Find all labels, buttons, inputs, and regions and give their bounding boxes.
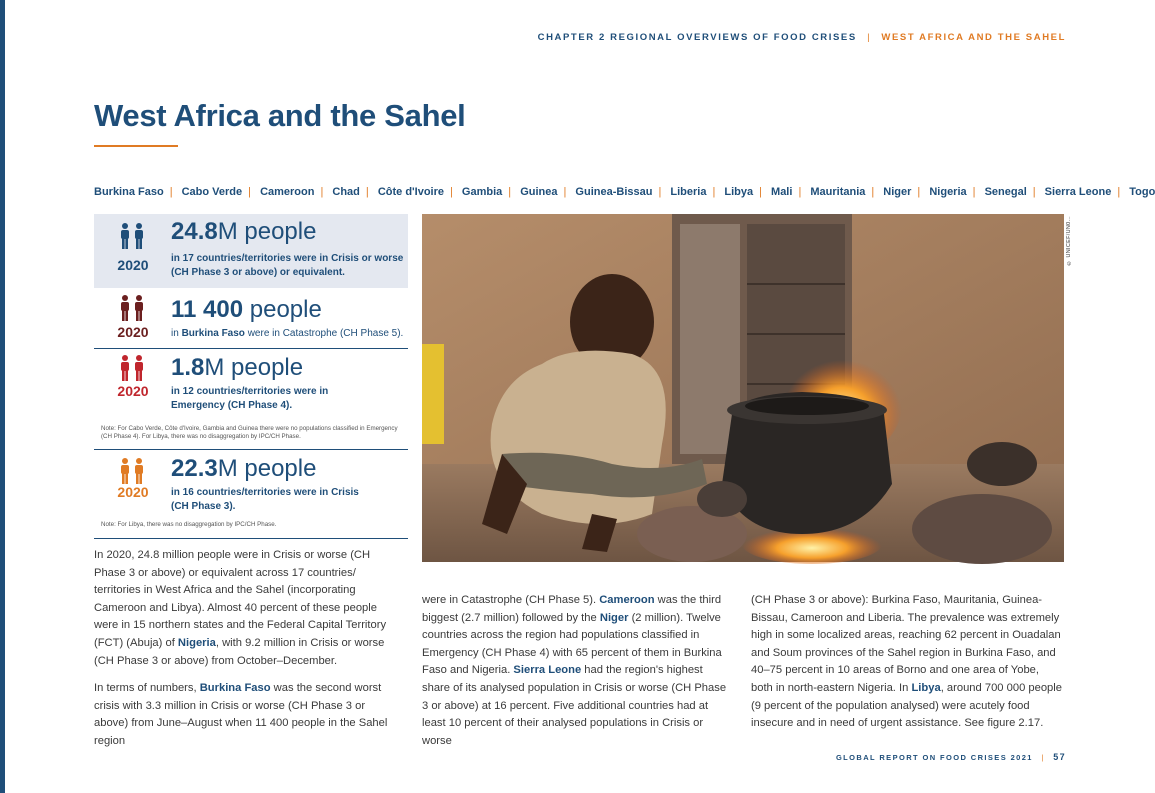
people-icon [116, 354, 148, 382]
country-item[interactable]: Guinea [520, 186, 558, 198]
paragraph: In terms of numbers, Burkina Faso was the second worst crisis with 3.3 million in Crisis or worse (CH Phase 3 or above) from June–August when 11 400 people in the Sahel region [94, 682, 388, 747]
country-link[interactable]: Sierra Leone [513, 664, 582, 677]
photo-child-cooking [422, 214, 1064, 562]
footer-separator: | [1041, 753, 1045, 762]
stat-value [171, 354, 303, 382]
stat-year: 2020 [117, 383, 149, 399]
country-item[interactable]: Côte d'Ivoire [377, 186, 444, 198]
divider [94, 449, 408, 450]
stat-unit: M people [217, 455, 317, 482]
country-item[interactable]: Libya [724, 186, 754, 198]
country-item[interactable]: Chad [332, 186, 360, 198]
stat-year: 2020 [117, 484, 149, 500]
country-item[interactable]: Nigeria [929, 186, 967, 198]
country-link[interactable]: Nigeria [177, 636, 216, 649]
country-item[interactable]: Mauritania [810, 186, 866, 198]
country-item[interactable]: Togo [1129, 186, 1155, 198]
stat-emergency [94, 350, 408, 424]
country-link[interactable]: Cameroon [599, 594, 655, 606]
region-label: WEST AFRICA AND THE SAHEL [881, 32, 1066, 43]
stat-description: in 12 countries/territories were in Emergency (CH Phase 4). [171, 386, 329, 411]
country-link[interactable]: Libya [911, 681, 941, 694]
paragraph: were in Catastrophe (CH Phase 5). Cameroon was the third biggest (2.7 million) followed by the Niger (2 million). Twelve countries across the region had populations classified in Emergency (CH Phase 4) with 65 percent of them in Burkina Faso and Nigeria. Sierra Leone had the region's highest share of its analysed population in Crisis or worse (CH Phase 3 or above) at 16 percent. Five additional countries had at least 10 percent of their analysed populations in Crisis or worse [422, 594, 727, 747]
stat-crisis [94, 451, 408, 517]
country-link[interactable]: Niger [599, 611, 629, 624]
country-item[interactable]: Senegal [984, 186, 1027, 198]
page-number: 57 [1053, 752, 1066, 762]
page-edge-bar [0, 0, 5, 793]
stat-description: in 17 countries/territories were in Crisis or worse (CH Phase 3 or above) or equivalent. [171, 253, 404, 278]
country-item[interactable]: Mali [771, 186, 793, 198]
paragraph: In 2020, 24.8 million people were in Crisis or worse (CH Phase 3 or above) or equivalent across 17 countries/ territories in West Africa and the Sahel (incorporating Cameroon and Libya). Almost 40 percent of these people were in 15 northern states and the Federal Capital Territory (FCT) (Abuja) of Nigeria, with 9.2 million in Crisis or worse (CH Phase 3 or above) from October–December. [94, 549, 387, 667]
stat-unit: people [243, 296, 322, 323]
note-crisis: Note: For Libya, there was no disaggregation by IPC/CH Phase. [101, 521, 277, 528]
people-icon [116, 294, 148, 322]
header-separator: | [867, 32, 872, 43]
stat-crisis-or-worse [94, 214, 408, 288]
stat-number: 11 400 [171, 296, 244, 323]
note-emergency: Note: For Cabo Verde, Côte d'Ivoire, Gambia and Guinea there were no populations classified in Emergency (CH Phase 4). For Libya, there was no disaggregation by IPC/CH Phase. [101, 425, 398, 440]
photo-illustration [422, 214, 1064, 562]
country-item[interactable]: Guinea-Bissau [575, 186, 653, 198]
running-header [538, 32, 1066, 43]
stat-description: in 16 countries/territories were in Crisis (CH Phase 3). [171, 487, 359, 512]
stat-number: 1.8 [171, 354, 205, 381]
report-name: GLOBAL REPORT ON FOOD CRISES 2021 [835, 753, 1033, 762]
divider [94, 348, 408, 349]
country-item[interactable]: Cameroon [260, 186, 315, 198]
page-title: West Africa and the Sahel [94, 98, 466, 133]
country-item[interactable]: Burkina Faso [94, 186, 164, 198]
body-column-2 [422, 592, 732, 760]
stat-value [171, 218, 316, 246]
divider [94, 538, 408, 539]
country-item[interactable]: Cabo Verde [181, 186, 243, 198]
stat-number: 22.3 [171, 455, 218, 482]
title-underline [94, 145, 178, 147]
country-item[interactable]: Liberia [670, 186, 707, 198]
page-footer [836, 752, 1066, 762]
section-label: REGIONAL OVERVIEWS OF FOOD CRISES [610, 32, 857, 43]
country-link[interactable]: Burkina Faso [199, 682, 271, 695]
stat-year: 2020 [117, 257, 149, 273]
stat-value [171, 296, 322, 324]
people-icon [116, 457, 148, 485]
stat-unit: M people [204, 354, 304, 381]
paragraph: (CH Phase 3 or above): Burkina Faso, Mauritania, Guinea-Bissau, Cameroon and Liberia. The prevalence was extremely high in some localized areas, reaching 62 percent in Ouadalan and Soum provinces of the Sahel region in Burkina Faso, and 40–75 percent in 10 areas of Borno and one area of Yobe, both in north-eastern Nigeria. In Libya, around 700 000 people (9 percent of the population analysed) were acutely food insecure and in need of urgent assistance. See figure 2.17. [751, 594, 1062, 730]
body-column-3 [751, 592, 1063, 743]
people-icon [116, 222, 148, 250]
body-column-1 [94, 547, 394, 761]
stat-number: 24.8 [171, 218, 218, 245]
photo-credit: © UNICEF/UN0... [1066, 216, 1072, 266]
country-item[interactable]: Sierra Leone [1044, 186, 1112, 198]
stat-catastrophe [94, 290, 408, 348]
stat-description: in Burkina Faso were in Catastrophe (CH Phase 5). [171, 328, 404, 339]
country-list: Burkina Faso | Cabo Verde | Cameroon | Chad | Côte d'Ivoire | Gambia | Guinea | Guinea-Bissau | Liberia | Libya | Mali | Mauritania | Niger | Nigeria | Senegal | Sierra Leone | Togo [94, 186, 1155, 198]
stat-unit: M people [217, 218, 317, 245]
country-item[interactable]: Niger [883, 186, 912, 198]
stat-year: 2020 [117, 324, 149, 340]
stat-value [171, 455, 316, 483]
chapter-label: CHAPTER 2 [537, 32, 606, 43]
country-item[interactable]: Gambia [461, 186, 503, 198]
